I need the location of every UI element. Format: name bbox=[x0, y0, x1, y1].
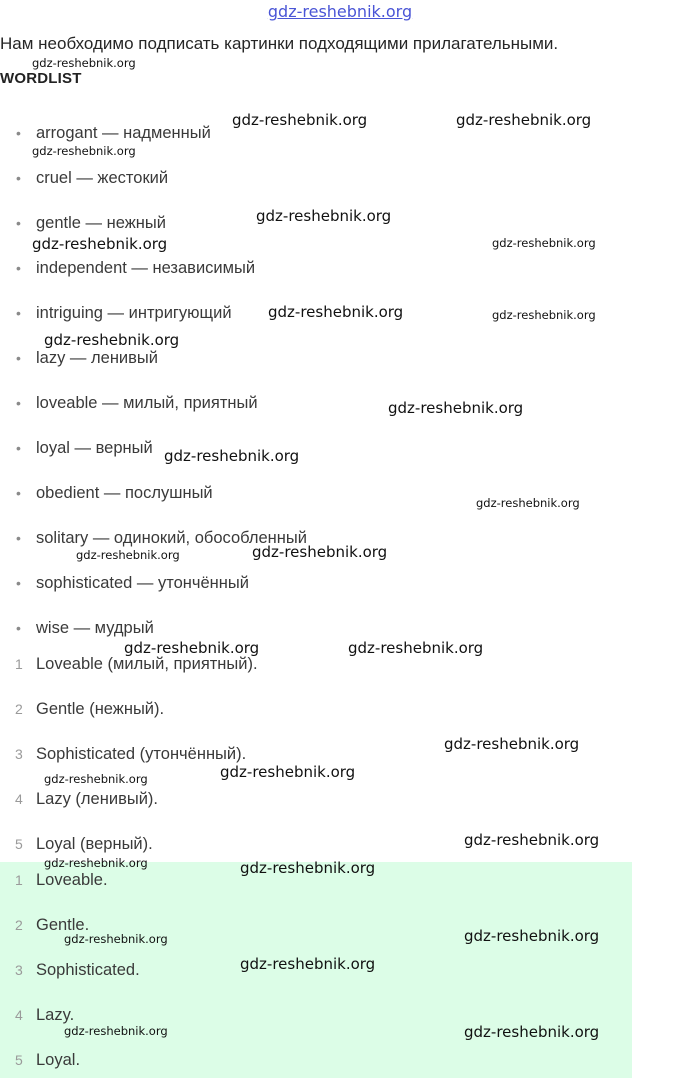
answer-text: Loyal. bbox=[36, 1051, 81, 1069]
answer-text: Loveable (милый, приятный). bbox=[36, 655, 258, 673]
bullet-icon: • bbox=[16, 215, 21, 231]
watermark: gdz-reshebnik.org bbox=[32, 235, 168, 253]
watermark: gdz-reshebnik.org bbox=[232, 111, 368, 129]
watermark: gdz-reshebnik.org bbox=[44, 856, 148, 870]
bullet-icon: • bbox=[16, 485, 21, 501]
list-item-text: independent — независимый bbox=[36, 259, 256, 277]
list-item-text: loyal — верный bbox=[36, 439, 153, 457]
bullet-icon: • bbox=[16, 395, 21, 411]
watermark: gdz-reshebnik.org bbox=[256, 207, 392, 225]
watermark: gdz-reshebnik.org bbox=[464, 927, 600, 945]
watermark: gdz-reshebnik.org bbox=[44, 331, 180, 349]
watermark: gdz-reshebnik.org bbox=[348, 639, 484, 657]
watermark: gdz-reshebnik.org bbox=[64, 932, 168, 946]
list-item-text: intriguing — интригующий bbox=[36, 304, 232, 322]
watermark: gdz-reshebnik.org bbox=[268, 303, 404, 321]
watermark: gdz-reshebnik.org bbox=[240, 859, 376, 877]
watermark: gdz-reshebnik.org bbox=[44, 772, 148, 786]
answer-text: Sophisticated. bbox=[36, 961, 140, 979]
bullet-icon: • bbox=[16, 575, 21, 591]
answer-text: Gentle (нежный). bbox=[36, 700, 165, 718]
watermark: gdz-reshebnik.org bbox=[76, 548, 180, 562]
watermark: gdz-reshebnik.org bbox=[124, 639, 260, 657]
list-item-text: lazy — ленивый bbox=[36, 349, 158, 367]
watermark: gdz-reshebnik.org bbox=[492, 308, 596, 322]
wordlist-heading: WORDLIST bbox=[0, 70, 82, 87]
list-item-text: cruel — жестокий bbox=[36, 169, 169, 187]
bullet-icon: • bbox=[16, 125, 21, 141]
watermark: gdz-reshebnik.org bbox=[456, 111, 592, 129]
answer-text: Gentle. bbox=[36, 916, 90, 934]
answer-number: 2 bbox=[15, 701, 23, 717]
answer-number: 5 bbox=[15, 1052, 23, 1068]
watermark: gdz-reshebnik.org bbox=[476, 496, 580, 510]
bullet-icon: • bbox=[16, 350, 21, 366]
watermark: gdz-reshebnik.org bbox=[240, 955, 376, 973]
answer-number: 4 bbox=[15, 1007, 23, 1023]
list-item-text: obedient — послушный bbox=[36, 484, 213, 502]
watermark: gdz-reshebnik.org bbox=[64, 1024, 168, 1038]
watermark: gdz-reshebnik.org bbox=[220, 763, 356, 781]
bullet-icon: • bbox=[16, 260, 21, 276]
list-item-text: sophisticated — утончённый bbox=[36, 574, 249, 592]
watermark: gdz-reshebnik.org bbox=[464, 831, 600, 849]
answer-number: 1 bbox=[15, 656, 23, 672]
bullet-icon: • bbox=[16, 440, 21, 456]
answer-number: 3 bbox=[15, 962, 23, 978]
bullet-icon: • bbox=[16, 305, 21, 321]
answer-text: Lazy (ленивый). bbox=[36, 790, 158, 808]
watermark: gdz-reshebnik.org bbox=[464, 1023, 600, 1041]
watermark: gdz-reshebnik.org bbox=[164, 447, 300, 465]
list-item-text: wise — мудрый bbox=[36, 619, 154, 637]
watermark: gdz-reshebnik.org bbox=[252, 543, 388, 561]
answer-number: 5 bbox=[15, 836, 23, 852]
watermark: gdz-reshebnik.org bbox=[444, 735, 580, 753]
watermark: gdz-reshebnik.org bbox=[492, 236, 596, 250]
list-item-text: loveable — милый, приятный bbox=[36, 394, 258, 412]
watermark: gdz-reshebnik.org bbox=[388, 399, 524, 417]
bullet-icon: • bbox=[16, 530, 21, 546]
list-item-text: solitary — одинокий, обособленный bbox=[36, 529, 307, 547]
answer-number: 1 bbox=[15, 872, 23, 888]
bullet-icon: • bbox=[16, 620, 21, 636]
answer-text: Lazy. bbox=[36, 1006, 75, 1024]
watermark: gdz-reshebnik.org bbox=[32, 144, 136, 158]
bullet-icon: • bbox=[16, 170, 21, 186]
intro-text: Нам необходимо подписать картинки подходящими прилагательными. bbox=[0, 34, 559, 53]
list-item-text: gentle — нежный bbox=[36, 214, 166, 232]
site-link[interactable]: gdz-reshebnik.org bbox=[267, 2, 413, 21]
answer-text: Sophisticated (утончённый). bbox=[36, 745, 247, 763]
answer-number: 4 bbox=[15, 791, 23, 807]
list-item-text: arrogant — надменный bbox=[36, 124, 211, 142]
answer-text: Loyal (верный). bbox=[36, 835, 153, 853]
answer-number: 2 bbox=[15, 917, 23, 933]
watermark: gdz-reshebnik.org bbox=[32, 56, 136, 70]
answer-text: Loveable. bbox=[36, 871, 108, 889]
answer-number: 3 bbox=[15, 746, 23, 762]
